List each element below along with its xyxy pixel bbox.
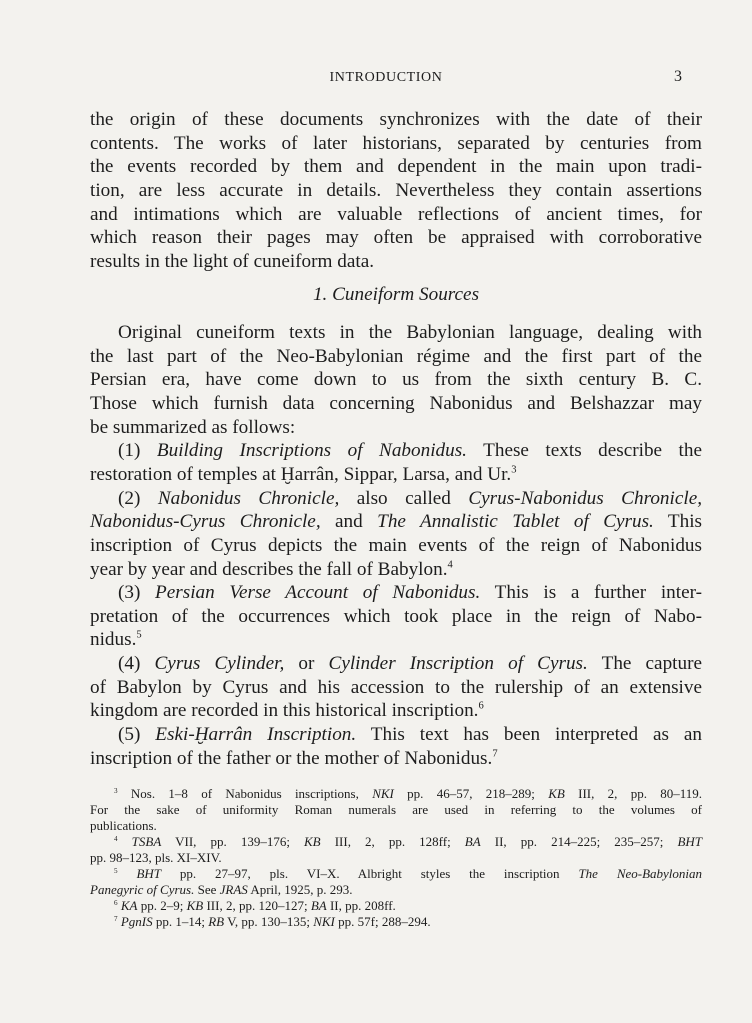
- text-line: pretation of the occurrences which took place in the reign of Nabo-: [90, 605, 702, 627]
- footnote-5: [90, 866, 702, 882]
- footnote-mark: 4: [114, 835, 118, 843]
- text-line: of Babylon by Cyrus and his accession to the rulership of an extensive: [90, 676, 702, 698]
- footnote-abbrev: BHT: [136, 866, 162, 881]
- footnote-text: pp. 2–9;: [140, 898, 184, 913]
- footnote-abbrev: BA: [310, 898, 327, 913]
- footnote-text: II, pp. 214–225; 235–257;: [494, 834, 664, 849]
- section-heading: 1. Cuneiform Sources: [312, 284, 480, 306]
- footnote-abbrev: KB: [186, 898, 204, 913]
- footnote-ref: 6: [478, 700, 484, 712]
- item-number: (4): [118, 653, 141, 675]
- footnote-title: Panegyric of Cyrus.: [90, 882, 195, 897]
- footnote-abbrev: NKI: [372, 786, 394, 801]
- item-title: The Annalistic Tablet of Cyrus.: [377, 511, 654, 533]
- footnote-mark: 6: [114, 899, 118, 907]
- text-line: Persian era, have come down to us from the sixth century B. C.: [90, 369, 702, 391]
- text-line: [90, 699, 702, 723]
- item-text: inscription of the father or the mother of Nabonidus.: [90, 747, 493, 769]
- text-line: tion, are less accurate in details. Nevertheless they contain assertions: [90, 179, 702, 201]
- text-line: contents. The works of later historians, separated by centuries from: [90, 132, 702, 154]
- main-text: [90, 108, 702, 770]
- footnote-abbrev: KB: [548, 786, 565, 801]
- footnote-mark: 7: [114, 915, 118, 923]
- item-text: These texts describe the: [483, 440, 703, 462]
- footnote-abbrev: NKI: [313, 914, 335, 929]
- footnote-text: III, 2, pp. 80–119.: [578, 786, 703, 801]
- footnote-abbrev: KA: [120, 898, 138, 913]
- footnote-text: Nos. 1–8 of Nabonidus inscriptions,: [130, 786, 359, 801]
- text-line: [90, 510, 702, 534]
- item-number: (3): [118, 582, 141, 604]
- item-text: This is a further inter-: [494, 582, 703, 604]
- item-number: (5): [118, 724, 141, 746]
- running-head: INTRODUCTION: [329, 70, 443, 85]
- list-item-2: [90, 487, 702, 511]
- footnote-abbrev: RB: [208, 914, 225, 929]
- text-line: which reason their pages may often be appraised with corroborative: [90, 227, 702, 249]
- footnote-abbrev: KB: [304, 834, 321, 849]
- footnote-mark: 3: [114, 787, 118, 795]
- item-title: Persian Verse Account of Nabonidus.: [155, 582, 481, 604]
- footnote-3: [90, 786, 702, 802]
- item-text: This text has been interpreted as an: [370, 724, 703, 746]
- list-item-4: [90, 652, 702, 676]
- text-line: and intimations which are valuable reflections of ancient times, for: [90, 203, 702, 225]
- footnote-text: pp. 46–57, 218–289;: [407, 786, 535, 801]
- item-title: Cyrus Cylinder,: [154, 653, 285, 675]
- footnotes: [90, 786, 702, 930]
- footnote-abbrev: TSBA: [131, 834, 162, 849]
- item-text: This: [667, 511, 703, 533]
- item-text: or: [298, 653, 315, 675]
- footnote-line: pp. 98–123, pls. XI–XIV.: [90, 850, 222, 865]
- footnote-text: pp. 27–97, pls. VI–X. Albright styles the inscription: [179, 866, 560, 881]
- footnote-text: pp. 57f; 288–294.: [338, 914, 431, 929]
- list-item-1: [90, 439, 702, 463]
- footnote-abbrev: BHT: [677, 834, 703, 849]
- footnote-text: V, pp. 130–135;: [227, 914, 310, 929]
- text-line: the last part of the Neo-Babylonian régime and the first part of the: [90, 345, 702, 367]
- item-title: Eski-Ḫarrân Inscription.: [155, 724, 357, 746]
- footnote-text: pp. 1–14;: [155, 914, 205, 929]
- item-title: Building Inscriptions of Nabonidus.: [156, 440, 467, 462]
- text-line: be summarized as follows:: [90, 416, 296, 438]
- footnote-ref: 3: [511, 464, 517, 476]
- item-text: and: [335, 511, 363, 533]
- page-number: 3: [674, 68, 682, 85]
- footnote-text: April, 1925, p. 293.: [250, 882, 353, 897]
- text-line: [90, 558, 702, 582]
- footnote-text: II, pp. 208ff.: [329, 898, 396, 913]
- item-number: (2): [118, 487, 141, 509]
- footnote-4: [90, 834, 702, 850]
- footnote-ref: 7: [492, 748, 498, 760]
- text-line: the origin of these documents synchronizes with the date of their: [90, 109, 702, 130]
- footnote-mark: 5: [114, 867, 118, 875]
- page-header: [90, 66, 682, 90]
- footnote-abbrev: BA: [464, 834, 481, 849]
- footnote-title: The Neo-Babylonian: [578, 866, 703, 881]
- text-line: Original cuneiform texts in the Babylonian language, dealing with: [118, 322, 702, 344]
- item-text: nidus.: [90, 629, 137, 651]
- footnote-ref: 4: [447, 559, 453, 571]
- item-text: year by year and describes the fall of Babylon.: [90, 558, 448, 580]
- text-line: [90, 747, 702, 771]
- text-line: [90, 628, 702, 652]
- footnote-ref: 5: [136, 630, 142, 642]
- text-line: [90, 463, 702, 487]
- item-title: Nabonidus-Cyrus Chronicle,: [90, 511, 321, 533]
- item-title: Cyrus-Nabonidus Chronicle,: [468, 487, 703, 509]
- footnote-line: For the sake of uniformity Roman numerals are used in referring to the volumes of: [90, 802, 702, 817]
- footnote-7: [90, 914, 702, 930]
- footnote-text: III, 2, pp. 120–127;: [206, 898, 308, 913]
- footnote-text: VII, pp. 139–176;: [175, 834, 290, 849]
- item-text: restoration of temples at Ḫarrân, Sippar, Larsa, and Ur.: [90, 463, 512, 485]
- item-text: The capture: [601, 653, 703, 675]
- footnote-line: publications.: [90, 818, 157, 833]
- text-line: results in the light of cuneiform data.: [90, 250, 375, 272]
- item-title: Cylinder Inscription of Cyrus.: [328, 653, 588, 675]
- list-item-3: [90, 581, 702, 605]
- footnote-line: [90, 882, 702, 898]
- item-number: (1): [118, 440, 141, 462]
- item-text: also called: [356, 487, 451, 509]
- text-line: the events recorded by them and dependent in the main upon tradi-: [90, 156, 702, 178]
- footnote-text: See: [197, 882, 217, 897]
- list-item-5: [90, 723, 702, 747]
- footnote-abbrev: PgnIS: [120, 914, 153, 929]
- footnote-text: III, 2, pp. 128ff;: [334, 834, 451, 849]
- footnote-abbrev: JRAS: [219, 882, 248, 897]
- footnote-6: [90, 898, 702, 914]
- item-text: kingdom are recorded in this historical inscription.: [90, 700, 479, 722]
- text-line: Those which furnish data concerning Nabonidus and Belshazzar may: [90, 393, 702, 415]
- text-line: inscription of Cyrus depicts the main events of the reign of Nabonidus: [90, 534, 702, 556]
- item-title: Nabonidus Chronicle,: [157, 487, 340, 509]
